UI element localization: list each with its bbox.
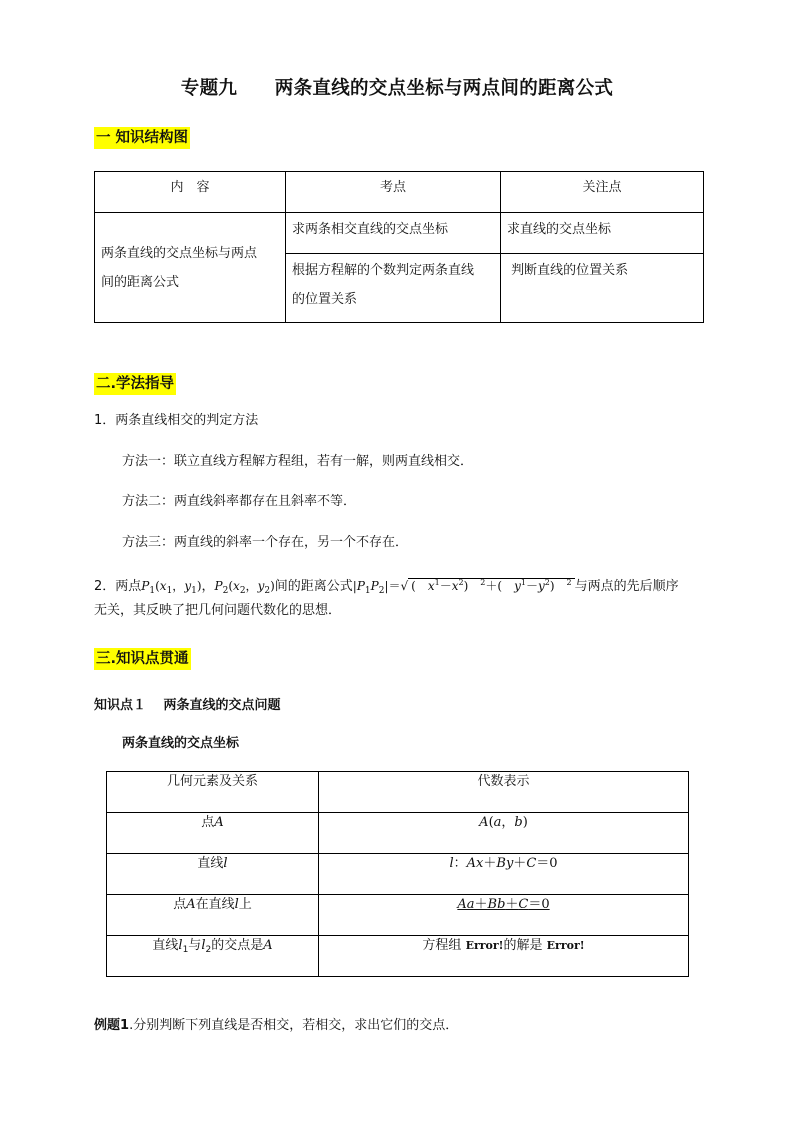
method-one: 方法一：联立直线方程解方程组，若有一解，则两直线相交． [122,454,474,469]
table-cell-kaodian-2 [286,254,501,323]
row-intersection-right: 方程组 Error!的解是 Error! [319,936,689,977]
table-header-kaodian: 考点 [286,172,501,213]
table-header-content: 内 容 [95,172,286,213]
section-heading-method: 二.学法指导 [94,373,176,395]
item2-suffix: 与两点的先后顺序 [574,579,679,594]
table-header-geometry: 几何元素及关系 [107,772,319,813]
row-on-line-right: Aa＋Bb＋C＝0 [319,895,689,936]
kaodian-2-line2: 的位置关系 [292,292,358,307]
method-item-2-line2: 无关，其反映了把几何问题代数化的思想． [94,603,342,618]
distance-formula: $|P_1P_2|=√$ ( $x^1-x^2$) $^2$＋( $y^1-y^2$) $^2$ [353,579,575,593]
item2-prefix: 2．两点 [94,579,142,594]
table-cell-guanzhu-1: 求直线的交点坐标 [501,213,704,254]
point-p2: $P_2(x_2$，$y_2$) [214,579,275,596]
intersection-table [106,771,689,977]
method-three: 方法三：两直线的斜率一个存在，另一个不存在． [122,535,409,550]
knowledge-point-1-subtitle: 两条直线的交点坐标 [122,736,240,751]
row-point-left: 点A [107,813,319,854]
section-heading-knowledge: 三.知识点贯通 [94,648,191,670]
method-item-2: 2．两点$P_1(x_1$，$y_1$)，$P_2(x_2$，$y_2$)间的距离公式$|P_1P_2|=√$ ( $x^1-x^2$) $^2$＋( $y^1-y^2$) $^2$ 与两点的先后顺序 [94,578,679,596]
table-cell-kaodian-1: 求两条相交直线的交点坐标 [286,213,501,254]
row-line-right: l：Ax＋By＋C＝0 [319,854,689,895]
item2-mid: 间的距离公式 [274,579,353,594]
table-cell-content [95,213,286,323]
point-p1: $P_1(x_1$，$y_1$) [141,579,202,596]
kaodian-2-line1: 根据方程解的个数判定两条直线 [292,263,475,278]
example-1 [94,1016,458,1036]
method-item-1: 1．两条直线相交的判定方法 [94,413,259,428]
table-header-algebra: 代数表示 [319,772,689,813]
row-line-left: 直线l [107,854,319,895]
content-line1: 两条直线的交点坐标与两点 [101,245,258,261]
row-point-right: A(a，b) [319,813,689,854]
method-two: 方法二：两直线斜率都存在且斜率不等． [122,494,357,509]
example-text: .分别判断下列直线是否相交，若相交，求出它们的交点． [129,1018,459,1033]
knowledge-structure-table [94,171,704,323]
row-on-line-left: 点A在直线l上 [107,895,319,936]
page-title: 专题九 两条直线的交点坐标与两点间的距离公式 [180,78,614,99]
knowledge-point-1-title: 知识点１ 两条直线的交点问题 [94,698,281,713]
content-line2: 间的距离公式 [101,274,180,290]
section-heading-structure: 一 知识结构图 [94,127,190,149]
example-number: 1 [120,1018,130,1033]
table-header-guanzhu: 关注点 [501,172,704,213]
row-intersection-left: 直线$l_1$与$l_2$的交点是A [107,936,319,977]
example-label: 例题 [94,1018,121,1033]
table-cell-guanzhu-2: 判断直线的位置关系 [501,254,704,323]
